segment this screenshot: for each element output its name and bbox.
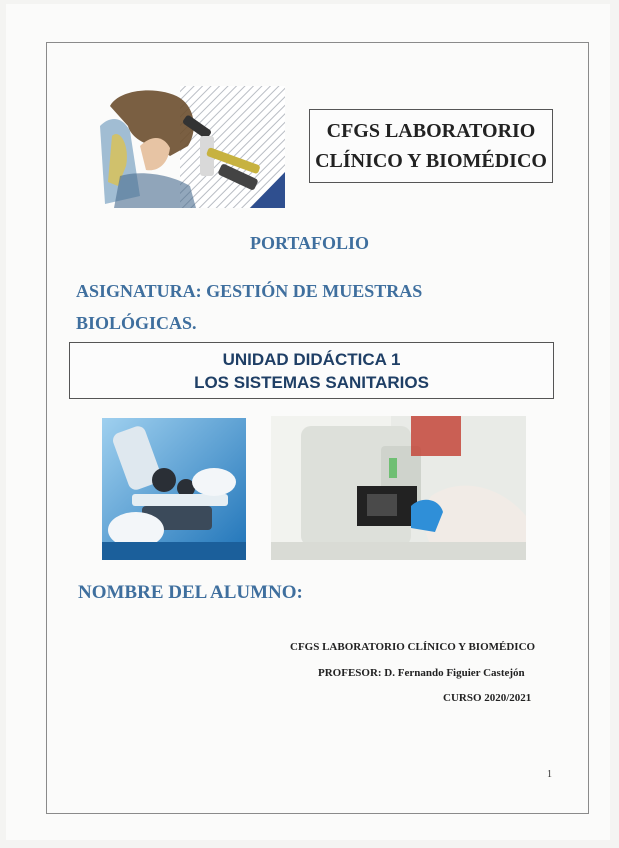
microscope-photo (102, 418, 246, 560)
program-title-line-1: CFGS LABORATORIO (326, 120, 536, 142)
subject-heading (76, 275, 496, 339)
program-title-box (309, 109, 553, 183)
subject-line-1: ASIGNATURA: GESTIÓN DE MUESTRAS (76, 281, 423, 301)
footer-teacher: PROFESOR: D. Fernando Figuier Castejón (318, 667, 525, 679)
portfolio-heading: PORTAFOLIO (249, 233, 370, 253)
unit-title-box (69, 342, 554, 399)
unit-number: UNIDAD DIDÁCTICA 1 (222, 349, 401, 369)
unit-title: LOS SISTEMAS SANITARIOS (194, 372, 429, 392)
program-title-line-2: CLÍNICO Y BIOMÉDICO (315, 150, 547, 172)
lab-analyzer-photo (271, 416, 526, 560)
student-name-label: NOMBRE DEL ALUMNO: (78, 582, 303, 603)
page-number: 1 (547, 769, 552, 780)
subject-line-2: BIOLÓGICAS. (76, 313, 197, 333)
footer-program: CFGS LABORATORIO CLÍNICO Y BIOMÉDICO (290, 641, 536, 653)
footer-course: CURSO 2020/2021 (443, 692, 532, 704)
scientist-microscope-image (100, 86, 285, 208)
